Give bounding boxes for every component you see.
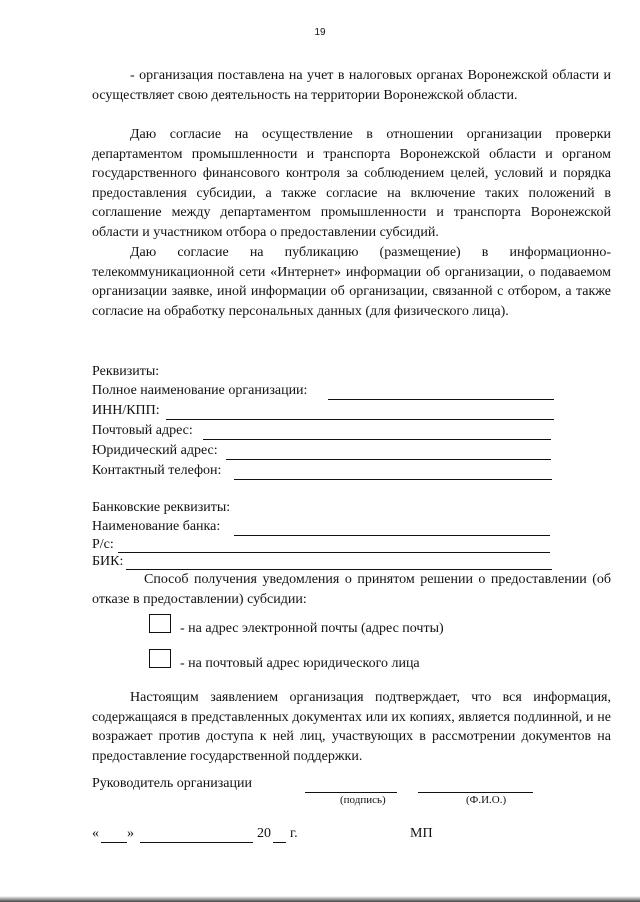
bank-heading: Банковские реквизиты: — [92, 500, 231, 515]
full-name-label: Полное наименование организации: — [92, 383, 308, 398]
email-option-label: - на адрес электронной почты (адрес почты) — [180, 621, 444, 636]
date-open-quote: « — [92, 826, 99, 841]
paragraph-text: Даю согласие на публикацию (размещение) в информационно-телекоммуникационной сети «Интернет» информации об организации, о подаваемом организации заявке, иной информации об организации, связанной с отбором, а также согласие на обработку персональных данных (для физического лица). — [92, 245, 611, 319]
paragraph-text: - организация поставлена на учет в налоговых органах Воронежской области и осуществляет свою деятельность на территории Воронежской области. — [92, 68, 611, 103]
postal-address-label: Почтовый адрес: — [92, 423, 193, 438]
date-month-field[interactable] — [140, 842, 253, 843]
bik-label: БИК: — [92, 554, 124, 569]
paragraph-text: Даю согласие на осуществление в отношении организации проверки департаментом промышленности и транспорта Воронежской области и органом государственного финансового контроля за соблюдением целей, условий и порядка предоставления субсидии, а также согласие на включение таких положений в соглашение между департаментом промышленности и транспорта Воронежской области и участником отбора о предоставлении субсидий. — [92, 127, 611, 240]
account-label: Р/с: — [92, 537, 114, 552]
full-name-signature-field[interactable] — [418, 792, 533, 793]
paragraph-tax-registration — [92, 66, 611, 105]
notification-text: Способ получения уведомления о принятом решении о предоставлении (об отказе в предоставлении) субсидии: — [92, 572, 611, 607]
legal-address-label: Юридический адрес: — [92, 443, 218, 458]
confirmation-text: Настоящим заявлением организация подтверждает, что вся информация, содержащаяся в представленных документах или их копиях, является подлинной, и не возражает против доступа к ней лиц, участвующих в рассмотрении документов на предоставление государственной поддержки. — [92, 690, 611, 764]
confirmation-block — [92, 688, 611, 766]
stamp-label: МП — [410, 826, 433, 841]
page-number: 19 — [314, 27, 326, 38]
post-checkbox[interactable] — [149, 649, 171, 668]
email-checkbox[interactable] — [149, 614, 171, 633]
name-caption: (Ф.И.О.) — [466, 794, 507, 806]
signature-caption: (подпись) — [340, 794, 386, 806]
inn-kpp-field[interactable] — [166, 419, 554, 420]
signature-field[interactable] — [305, 792, 397, 793]
legal-address-field[interactable] — [226, 459, 551, 460]
date-day-field[interactable] — [101, 842, 127, 843]
account-field[interactable] — [118, 552, 550, 553]
date-year-prefix: 20 — [257, 826, 271, 841]
requisites-heading: Реквизиты: — [92, 364, 160, 379]
bank-name-label: Наименование банка: — [92, 519, 221, 534]
page-bottom-edge — [0, 896, 640, 902]
paragraph-consent-audit — [92, 125, 611, 242]
notification-text-block — [92, 570, 611, 609]
inn-kpp-label: ИНН/КПП: — [92, 403, 160, 418]
post-option-label: - на почтовый адрес юридического лица — [180, 656, 420, 671]
head-label: Руководитель организации — [92, 776, 252, 791]
full-name-field[interactable] — [328, 399, 554, 400]
bank-name-field[interactable] — [234, 535, 550, 536]
date-year-field[interactable] — [273, 842, 286, 843]
phone-field[interactable] — [234, 479, 552, 480]
date-close-quote: » — [127, 826, 134, 841]
phone-label: Контактный телефон: — [92, 463, 222, 478]
postal-address-field[interactable] — [203, 439, 551, 440]
paragraph-consent-publication — [92, 243, 611, 321]
date-year-suffix: г. — [290, 826, 298, 841]
